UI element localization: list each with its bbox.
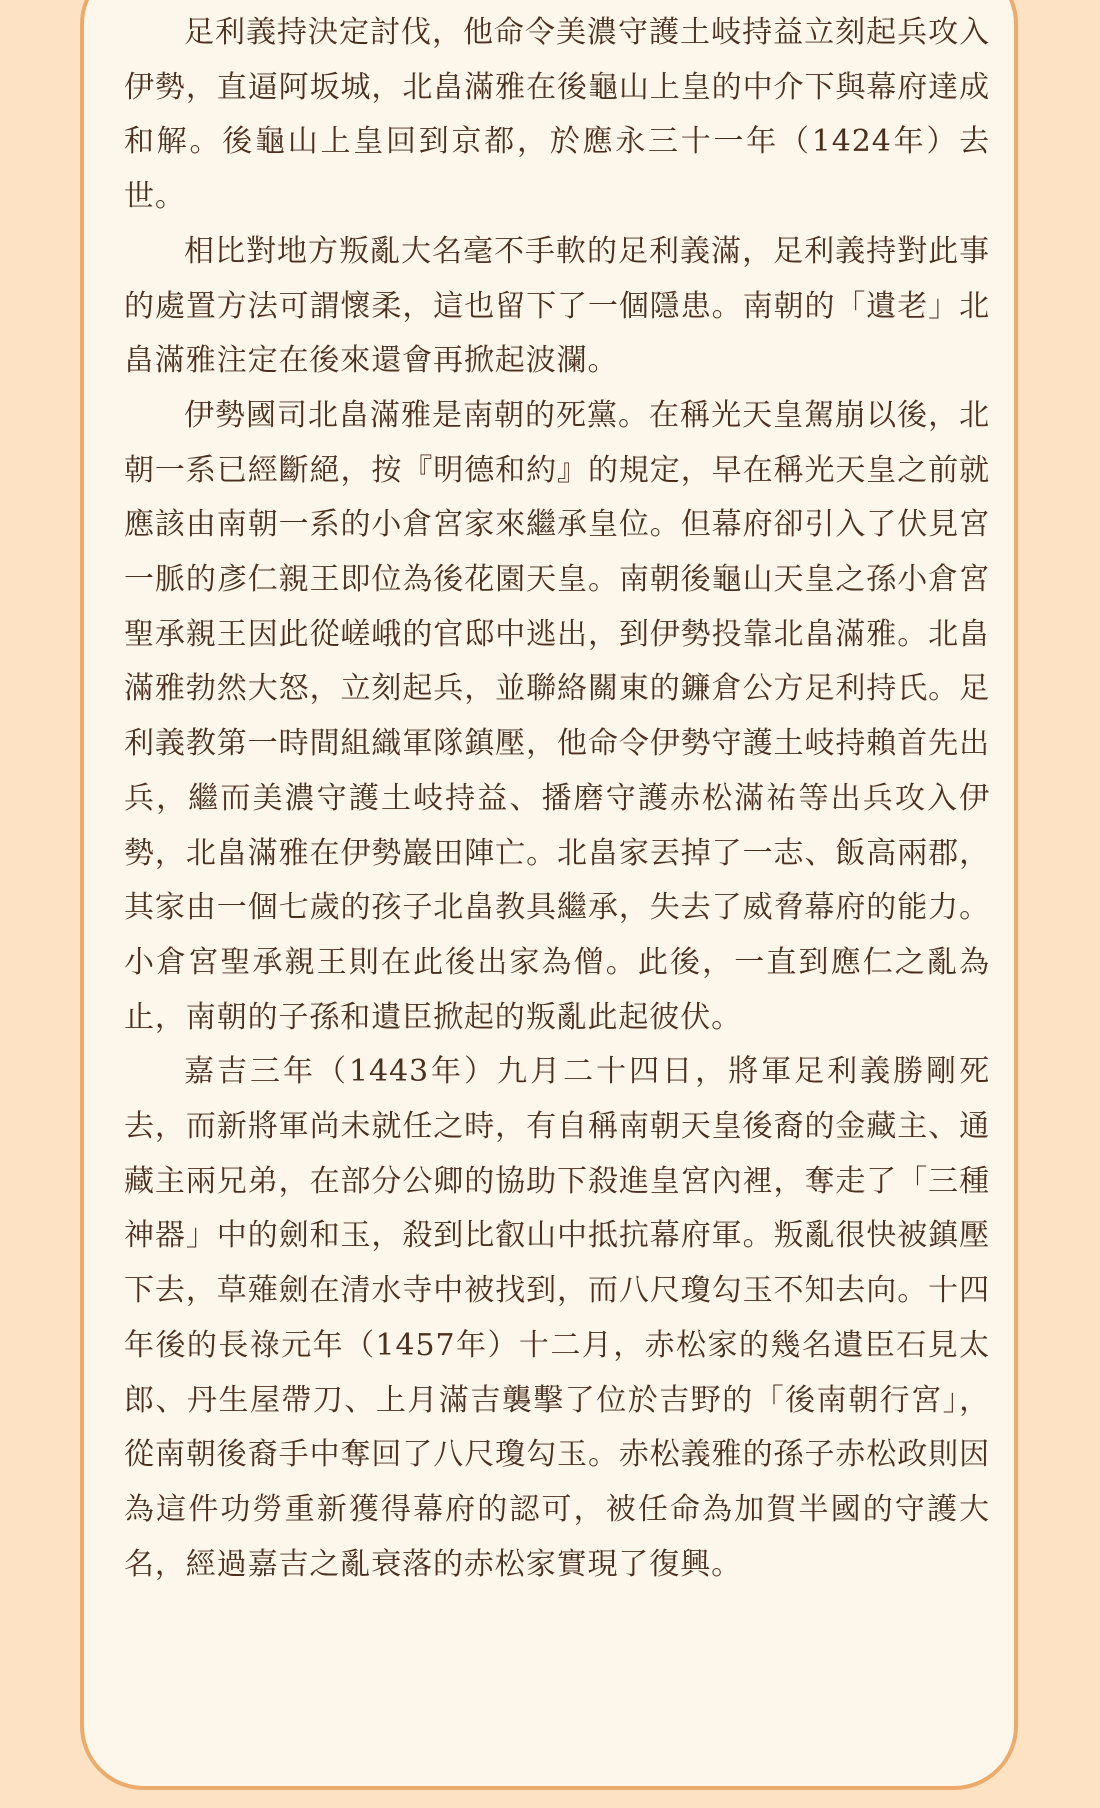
paragraph-4: 嘉吉三年（1443年）九月二十四日，將軍足利義勝剛死去，而新將軍尚未就任之時，有自稱南朝天皇後裔的金藏主、通藏主兩兄弟，在部分公卿的協助下殺進皇宮內裡，奪走了「三種神器」中的劍和玉，殺到比叡山中抵抗幕府軍。叛亂很快被鎮壓下去，草薙劍在清水寺中被找到，而八尺瓊勾玉不知去向。十四年後的長祿元年（1457年）十二月，赤松家的幾名遺臣石見太郎、丹生屋帶刀、上月滿吉襲擊了位於吉野的「後南朝行宮」，從南朝後裔手中奪回了八尺瓊勾玉。赤松義雅的孫子赤松政則因為這件功勞重新獲得幕府的認可，被任命為加賀半國的守護大名，經過嘉吉之亂衰落的赤松家實現了復興。 — [124, 1054, 990, 1582]
paragraph-3: 伊勢國司北畠滿雅是南朝的死黨。在稱光天皇駕崩以後，北朝一系已經斷絕，按『明德和約』的規定，早在稱光天皇之前就應該由南朝一系的小倉宮家來繼承皇位。但幕府卻引入了伏見宮一脈的彥仁親王即位為後花園天皇。南朝後龜山天皇之孫小倉宮聖承親王因此從嵯峨的官邸中逃出，到伊勢投靠北畠滿雅。北畠滿雅勃然大怒，立刻起兵，並聯絡關東的鐮倉公方足利持氏。足利義教第一時間組織軍隊鎮壓，他命令伊勢守護土岐持賴首先出兵，繼而美濃守護土岐持益、播磨守護赤松滿祐等出兵攻入伊勢，北畠滿雅在伊勢巖田陣亡。北畠家丟掉了一志、飯高兩郡，其家由一個七歲的孩子北畠教具繼承，失去了威脅幕府的能力。小倉宮聖承親王則在此後出家為僧。此後，一直到應仁之亂為止，南朝的子孫和遺臣掀起的叛亂此起彼伏。 — [124, 397, 990, 1035]
article-body — [124, 6, 990, 1592]
paragraph-1: 足利義持決定討伐，他命令美濃守護土岐持益立刻起兵攻入伊勢，直逼阿坂城，北畠滿雅在後龜山上皇的中介下與幕府達成和解。後龜山上皇回到京都，於應永三十一年（1424年）去世。 — [124, 15, 990, 215]
paragraph-2: 相比對地方叛亂大名毫不手軟的足利義滿，足利義持對此事的處置方法可謂懷柔，這也留下了一個隱患。南朝的「遺老」北畠滿雅注定在後來還會再掀起波瀾。 — [124, 233, 990, 379]
